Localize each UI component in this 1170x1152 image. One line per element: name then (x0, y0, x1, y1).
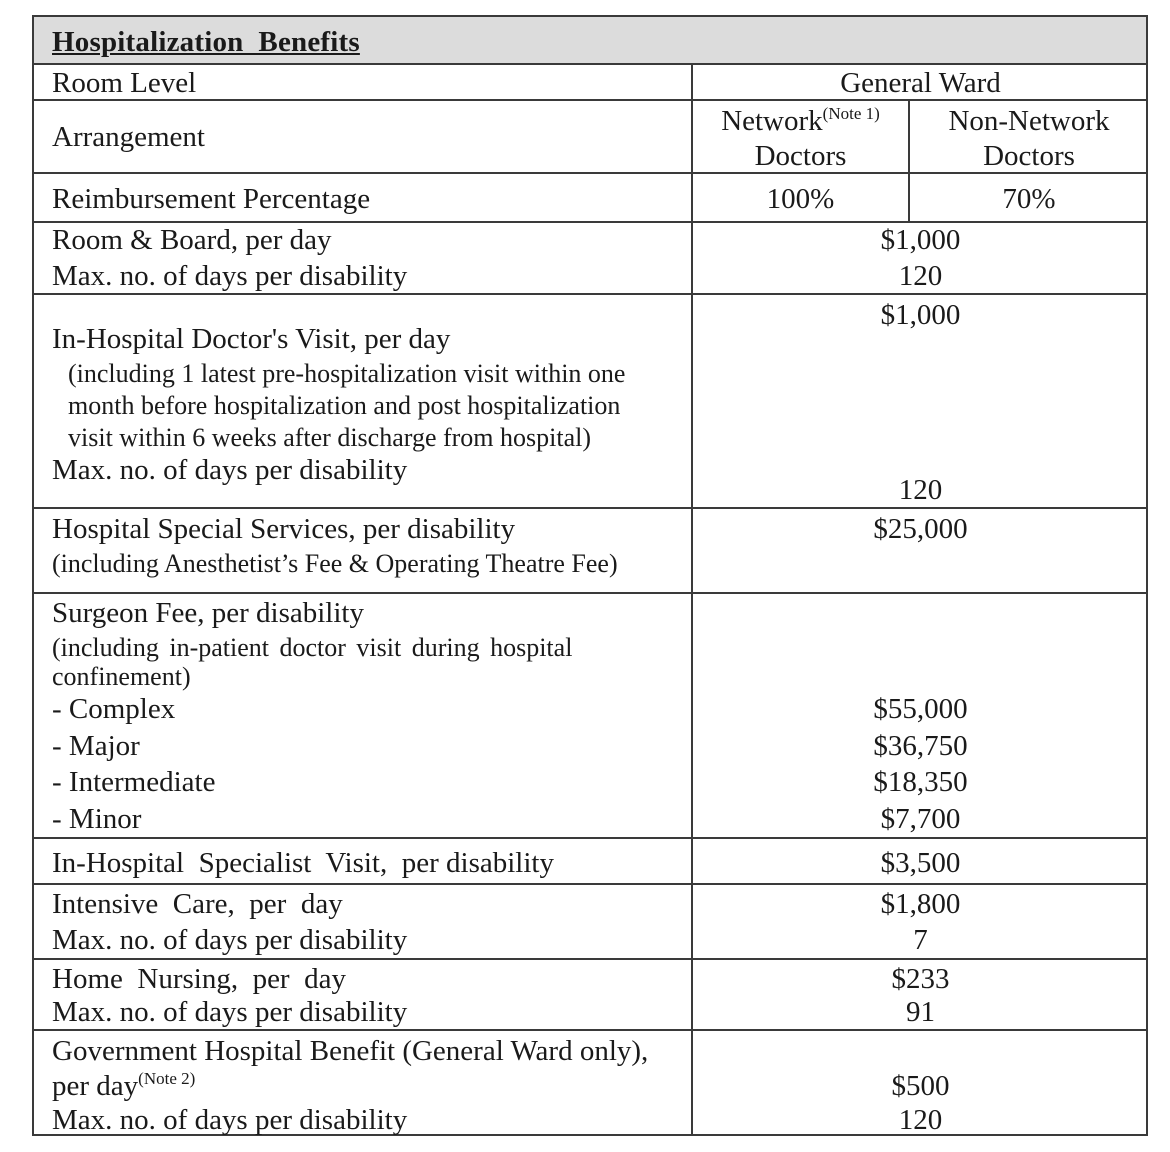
home-nursing-max-label: Max. no. of days per disability (52, 996, 408, 1028)
divider (34, 958, 1146, 960)
benefits-table (32, 15, 1148, 1136)
surgeon-complex-value: $55,000 (873, 693, 968, 725)
room-board-max-value: 120 (898, 260, 943, 292)
surgeon-major-value: $36,750 (873, 730, 968, 762)
intensive-care-label: Intensive Care, per day (52, 888, 343, 920)
surgeon-fee-label: Surgeon Fee, per disability (52, 597, 364, 629)
doctor-visit-note: visit within 6 weeks after discharge from hospital) (68, 423, 592, 452)
room-level-value: General Ward (840, 67, 1001, 99)
divider (34, 507, 1146, 509)
divider (34, 837, 1146, 839)
doctor-visit-note: month before hospitalization and post hospitalization (68, 391, 621, 420)
special-services-value: $25,000 (873, 513, 968, 545)
surgeon-fee-note: confinement) (52, 662, 191, 691)
surgeon-minor-value: $7,700 (880, 803, 961, 835)
divider (34, 221, 1146, 223)
surgeon-fee-note: (including in-patient doctor visit during hospital (52, 633, 573, 662)
government-per-day: per day (52, 1070, 139, 1102)
government-benefit-label-2 (52, 1069, 196, 1102)
arrangement-label: Arrangement (52, 121, 205, 153)
room-board-max-label: Max. no. of days per disability (52, 260, 408, 292)
specialist-visit-value: $3,500 (880, 847, 961, 879)
network-note: (Note 1) (822, 104, 880, 123)
home-nursing-label: Home Nursing, per day (52, 963, 346, 995)
government-note: (Note 2) (138, 1069, 196, 1088)
doctor-visit-value: $1,000 (880, 299, 961, 331)
divider (34, 592, 1146, 594)
title-bar (34, 17, 1146, 65)
non-network-doctors: Doctors (983, 140, 1075, 172)
divider (691, 99, 1148, 101)
special-services-label: Hospital Special Services, per disability (52, 513, 516, 545)
surgeon-minor-label: - Minor (52, 803, 142, 835)
surgeon-complex-label: - Complex (52, 693, 176, 725)
divider (34, 883, 1146, 885)
doctor-visit-max-label: Max. no. of days per disability (52, 454, 408, 486)
non-network-percentage: 70% (1002, 183, 1056, 215)
home-nursing-max-value: 91 (906, 996, 935, 1028)
room-level-label: Room Level (52, 67, 197, 99)
intensive-care-max-value: 7 (913, 924, 928, 956)
divider (34, 1029, 1146, 1031)
divider (34, 172, 1146, 174)
intensive-care-value: $1,800 (880, 888, 961, 920)
surgeon-intermediate-label: - Intermediate (52, 766, 216, 798)
room-board-label: Room & Board, per day (52, 224, 332, 256)
room-board-value: $1,000 (880, 224, 961, 256)
network-header (693, 104, 908, 137)
government-max-value: 120 (898, 1104, 943, 1136)
government-benefit-label: Government Hospital Benefit (General Ward only), (52, 1035, 649, 1067)
divider (34, 293, 1146, 295)
intensive-care-max-label: Max. no. of days per disability (52, 924, 408, 956)
special-services-note: (including Anesthetist’s Fee & Operating Theatre Fee) (52, 549, 618, 578)
doctor-visit-note: (including 1 latest pre-hospitalization visit within one (68, 359, 626, 388)
surgeon-intermediate-value: $18,350 (873, 766, 968, 798)
government-benefit-value: $500 (891, 1070, 950, 1102)
non-network-label: Non-Network (948, 105, 1110, 137)
doctor-visit-max-value: 120 (898, 474, 943, 506)
doctor-visit-label: In-Hospital Doctor's Visit, per day (52, 323, 451, 355)
reimbursement-label: Reimbursement Percentage (52, 183, 371, 215)
network-doctors: Doctors (754, 140, 847, 172)
home-nursing-value: $233 (891, 963, 950, 995)
table-title: Hospitalization Benefits (52, 26, 360, 58)
government-max-label: Max. no. of days per disability (52, 1104, 408, 1136)
surgeon-major-label: - Major (52, 730, 140, 762)
network-label: Network (721, 105, 823, 137)
network-percentage: 100% (766, 183, 835, 215)
specialist-visit-label: In-Hospital Specialist Visit, per disability (52, 847, 554, 879)
